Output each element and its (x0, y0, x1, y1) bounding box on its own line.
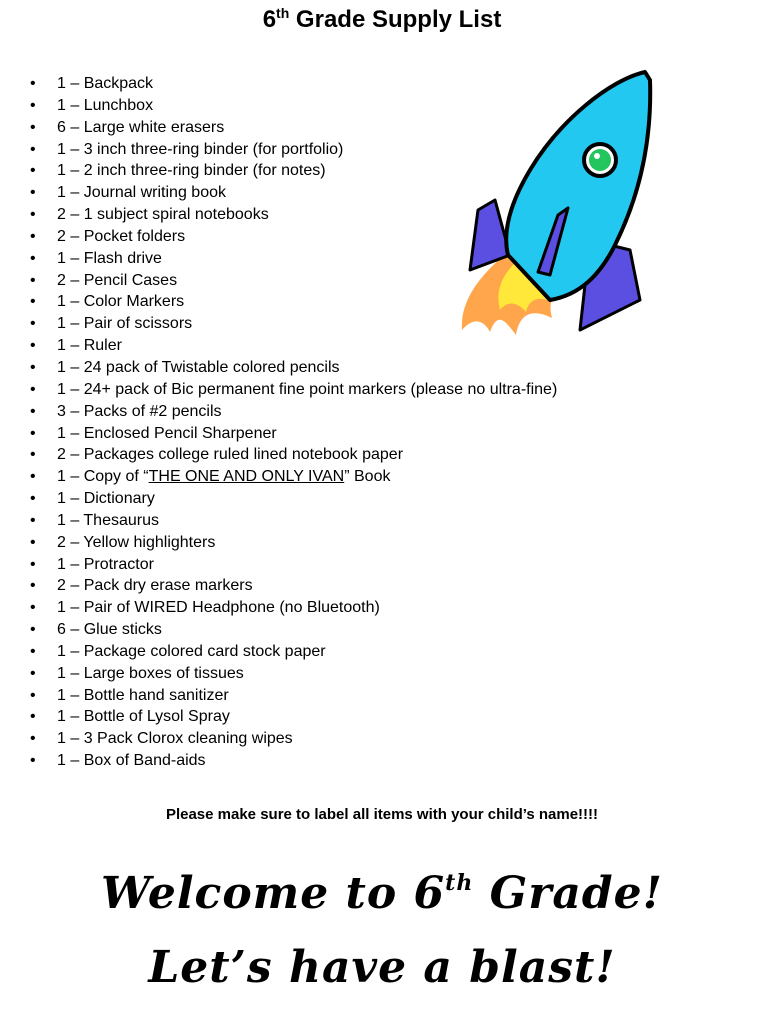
list-item: • 1 – Journal writing book (30, 182, 557, 204)
list-item: • 3 – Packs of #2 pencils (30, 401, 557, 423)
list-item: • 1 – 3 Pack Clorox cleaning wipes (30, 728, 557, 750)
list-item: • 2 – Pack dry erase markers (30, 575, 557, 597)
list-item: • 1 – Bottle hand sanitizer (30, 685, 557, 707)
list-item: • 1 – Pair of WIRED Headphone (no Bluetooth) (30, 597, 557, 619)
book-item-after: ” Book (344, 468, 391, 486)
list-item: • 1 – Protractor (30, 554, 557, 576)
rocket-icon (440, 60, 680, 360)
list-item: • 1 – Box of Band-aids (30, 750, 557, 772)
list-item: • 6 – Large white erasers (30, 117, 557, 139)
list-item-book (30, 466, 557, 488)
list-item: • 1 – Flash drive (30, 248, 557, 270)
list-item: • 1 – Ruler (30, 335, 557, 357)
label-note: Please make sure to label all items with your child’s name!!!! (165, 806, 599, 823)
list-item: • 1 – Color Markers (30, 291, 557, 313)
book-title: THE ONE AND ONLY IVAN (148, 468, 345, 486)
list-item: • 1 – Package colored card stock paper (30, 641, 557, 663)
welcome-line-2: Let’s have a blast! (148, 942, 616, 993)
list-item: • 2 – Packages college ruled lined notebook paper (30, 444, 557, 466)
page-title: 6th Grade Supply List (262, 5, 502, 33)
list-item: • 1 – Large boxes of tissues (30, 663, 557, 685)
list-item: • 1 – 24 pack of Twistable colored pencils (30, 357, 557, 379)
list-item: • 1 – 3 inch three-ring binder (for portfolio) (30, 139, 557, 161)
welcome-line-1: Welcome to 6th Grade! (101, 868, 663, 919)
list-item: • 2 – 1 subject spiral notebooks (30, 204, 557, 226)
list-item: • 1 – 2 inch three-ring binder (for notes) (30, 160, 557, 182)
list-item: • 6 – Glue sticks (30, 619, 557, 641)
list-item: • 2 – Pencil Cases (30, 270, 557, 292)
list-item: • 1 – Enclosed Pencil Sharpener (30, 423, 557, 445)
list-item: • 1 – Lunchbox (30, 95, 557, 117)
list-item: • 1 – Dictionary (30, 488, 557, 510)
list-item: • 2 – Pocket folders (30, 226, 557, 248)
list-item: • 2 – Yellow highlighters (30, 532, 557, 554)
list-item: • 1 – Backpack (30, 73, 557, 95)
book-item-before: 1 – Copy of “ (57, 468, 149, 486)
list-item: • 1 – Pair of scissors (30, 313, 557, 335)
list-item: • 1 – Bottle of Lysol Spray (30, 706, 557, 728)
list-item: • 1 – Thesaurus (30, 510, 557, 532)
list-item: • 1 – 24+ pack of Bic permanent fine point markers (please no ultra-fine) (30, 379, 557, 401)
